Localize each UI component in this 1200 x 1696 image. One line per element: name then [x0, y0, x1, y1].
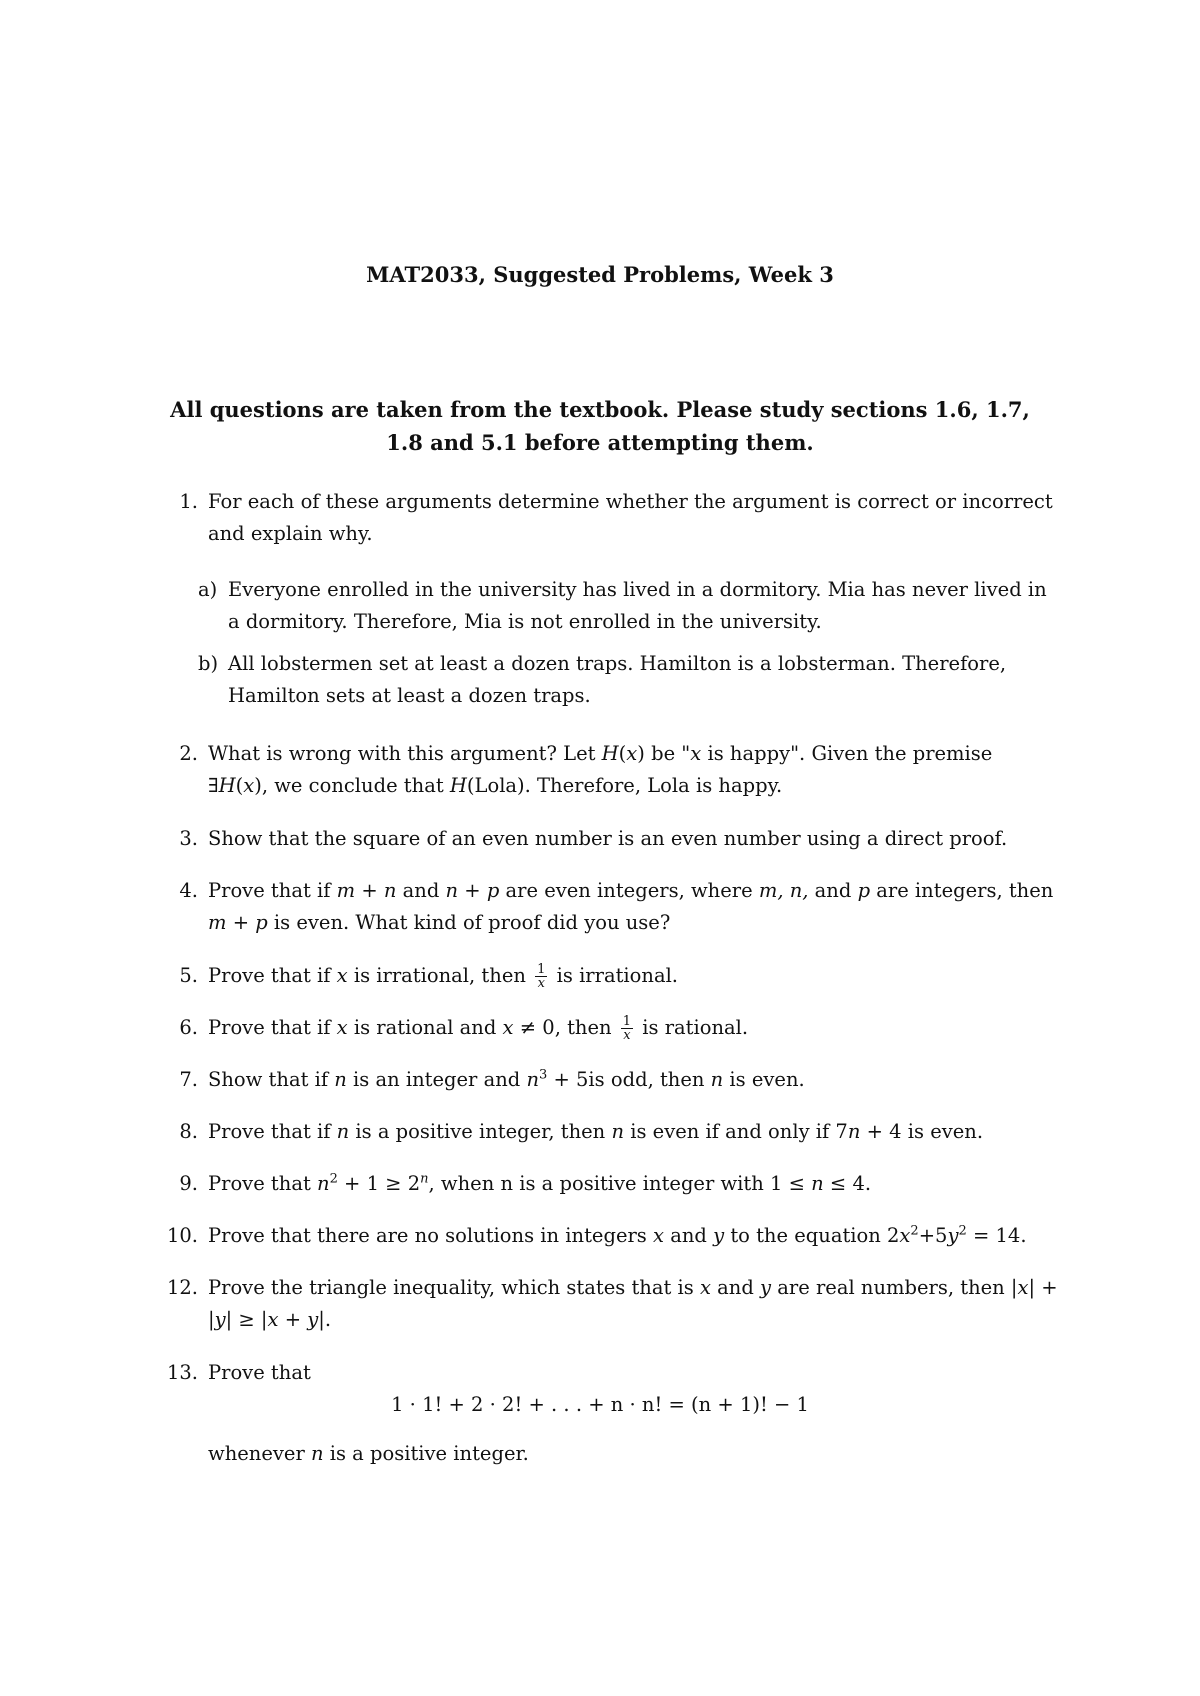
text: ), we conclude that: [254, 774, 450, 797]
text: Prove that if: [208, 879, 337, 902]
math: x: [336, 1016, 348, 1039]
problem-number: 8.: [179, 1120, 198, 1143]
text: are integers, then: [870, 879, 1054, 902]
math: m + p: [208, 911, 268, 934]
math: p: [857, 879, 871, 902]
math: n: [336, 1120, 350, 1143]
text: is irrational.: [550, 964, 679, 987]
problem-number: 5.: [179, 964, 198, 987]
subpart-text: All lobstermen set at least a dozen traps. Hamilton is a lobsterman. Therefore, Hamilton sets at least a dozen traps.: [228, 652, 1007, 707]
math: x: [653, 1224, 665, 1247]
subpart-text: Everyone enrolled in the university has lived in a dormitory. Mia has never lived in a dormitory. Therefore, Mia is not enrolled in the university.: [228, 578, 1047, 633]
text: is an integer and: [346, 1068, 527, 1091]
problem-number: 2.: [179, 742, 198, 765]
math: H: [449, 774, 467, 797]
math: x: [336, 964, 348, 987]
problem-9: [179, 1168, 1058, 1200]
text: Prove the triangle inequality, which states that is: [208, 1276, 700, 1299]
problem-2: [179, 738, 1058, 802]
superscript: n: [420, 1171, 429, 1187]
math: y: [947, 1224, 959, 1247]
text: is even. What kind of proof did you use?: [267, 911, 671, 934]
text: Prove that if: [208, 964, 337, 987]
instructions-line-2: 1.8 and 5.1 before attempting them.: [386, 430, 814, 455]
text: is irrational, then: [347, 964, 533, 987]
math: y: [214, 1308, 226, 1331]
text: Prove that: [208, 1172, 317, 1195]
text: | ≥ |: [225, 1308, 268, 1331]
math: x: [243, 774, 255, 797]
text: and: [396, 879, 446, 902]
problem-number: 3.: [179, 827, 198, 850]
text: ≤ 4.: [823, 1172, 872, 1195]
superscript: 2: [958, 1223, 967, 1239]
math: x: [690, 742, 702, 765]
text: + 4 is even.: [860, 1120, 984, 1143]
math: x: [1017, 1276, 1029, 1299]
problem-13-continuation: [208, 1438, 1058, 1470]
superscript: 2: [329, 1171, 338, 1187]
problem-8: [179, 1116, 1058, 1148]
text: and: [808, 879, 858, 902]
fraction: [535, 963, 547, 990]
math: m, n,: [758, 879, 809, 902]
math: n: [811, 1172, 824, 1195]
problem-6: [179, 1012, 1058, 1044]
math: n: [310, 1442, 324, 1465]
math: n: [847, 1120, 861, 1143]
fraction-numerator: 1: [537, 962, 546, 977]
problem-number: 4.: [179, 879, 198, 902]
problem-13: [166, 1357, 1058, 1389]
problem-10: [166, 1220, 1058, 1252]
text: whenever: [208, 1442, 311, 1465]
problem-number: 13.: [166, 1361, 198, 1384]
problem-number: 9.: [179, 1172, 198, 1195]
math: H: [601, 742, 619, 765]
problem-number: 7.: [179, 1068, 198, 1091]
problem-number: 6.: [179, 1016, 198, 1039]
text: (Lola). Therefore, Lola is happy.: [466, 774, 783, 797]
page-title: MAT2033, Suggested Problems, Week 3: [366, 262, 834, 287]
fraction-denominator: x: [537, 976, 545, 991]
text: is a positive integer, then: [349, 1120, 612, 1143]
text: (: [618, 742, 627, 765]
text: is happy". Given the premise ∃: [208, 742, 993, 797]
problem-7: [179, 1064, 1058, 1096]
instructions: [150, 393, 1050, 459]
problem-4: [179, 875, 1058, 939]
text: What is wrong with this argument? Let: [208, 742, 602, 765]
text: is rational.: [636, 1016, 749, 1039]
text: ) be ": [637, 742, 691, 765]
problem-text: Prove that: [208, 1361, 311, 1384]
text: |.: [318, 1308, 332, 1331]
text: (: [235, 774, 244, 797]
problem-12: [166, 1272, 1058, 1336]
math: n: [334, 1068, 347, 1091]
text: | + |: [208, 1276, 1058, 1331]
problem-3: [179, 823, 1058, 855]
text: , when n is a positive integer with 1 ≤: [428, 1172, 812, 1195]
problem-number: 10.: [166, 1224, 198, 1247]
text: is rational and: [347, 1016, 503, 1039]
superscript: 3: [539, 1067, 548, 1083]
text: and: [710, 1276, 761, 1299]
problem-number: 12.: [166, 1276, 198, 1299]
text: + 5is odd, then: [547, 1068, 711, 1091]
problem-number: 1.: [179, 490, 198, 513]
text: Prove that there are no solutions in integers: [208, 1224, 654, 1247]
math: x + y: [267, 1308, 319, 1331]
problem-text: For each of these arguments determine whether the argument is correct or incorrect and explain why.: [208, 490, 1053, 545]
text: ≠ 0, then: [513, 1016, 618, 1039]
fraction: [621, 1015, 633, 1042]
math: x: [899, 1224, 911, 1247]
math: x: [502, 1016, 514, 1039]
math: n: [611, 1120, 625, 1143]
problem-1b: [198, 648, 1058, 712]
math: n + p: [445, 879, 500, 902]
math: x: [626, 742, 638, 765]
text: is even.: [723, 1068, 805, 1091]
problem-5: [179, 960, 1058, 992]
text: and: [664, 1224, 714, 1247]
text: Show that if: [208, 1068, 335, 1091]
math: n: [317, 1172, 330, 1195]
math: n: [710, 1068, 724, 1091]
text: +5: [918, 1224, 948, 1247]
math: m + n: [336, 879, 397, 902]
superscript: 2: [910, 1223, 919, 1239]
math: y: [760, 1276, 772, 1299]
text: to the equation 2: [724, 1224, 900, 1247]
math: x: [699, 1276, 711, 1299]
math: n: [526, 1068, 539, 1091]
math: H: [218, 774, 236, 797]
instructions-line-1: All questions are taken from the textbook. Please study sections 1.6, 1.7,: [170, 397, 1030, 422]
subpart-label: a): [198, 578, 218, 601]
problem-text: Show that the square of an even number is an even number using a direct proof.: [208, 827, 1008, 850]
text: + 1 ≥ 2: [337, 1172, 421, 1195]
text: is even if and only if 7: [624, 1120, 848, 1143]
text: Prove that if: [208, 1120, 337, 1143]
subpart-label: b): [198, 652, 219, 675]
text: = 14.: [966, 1224, 1027, 1247]
text: is a positive integer.: [323, 1442, 529, 1465]
fraction-denominator: x: [623, 1028, 631, 1043]
fraction-numerator: 1: [622, 1014, 632, 1029]
display-equation: 1 · 1! + 2 · 2! + . . . + n · n! = (n + 1)! − 1: [391, 1393, 809, 1416]
text: are even integers, where: [499, 879, 759, 902]
problem-1a: [198, 574, 1058, 638]
math: y: [713, 1224, 725, 1247]
text: Prove that if: [208, 1016, 337, 1039]
problem-1: [179, 486, 1058, 550]
text: are real numbers, then |: [771, 1276, 1018, 1299]
